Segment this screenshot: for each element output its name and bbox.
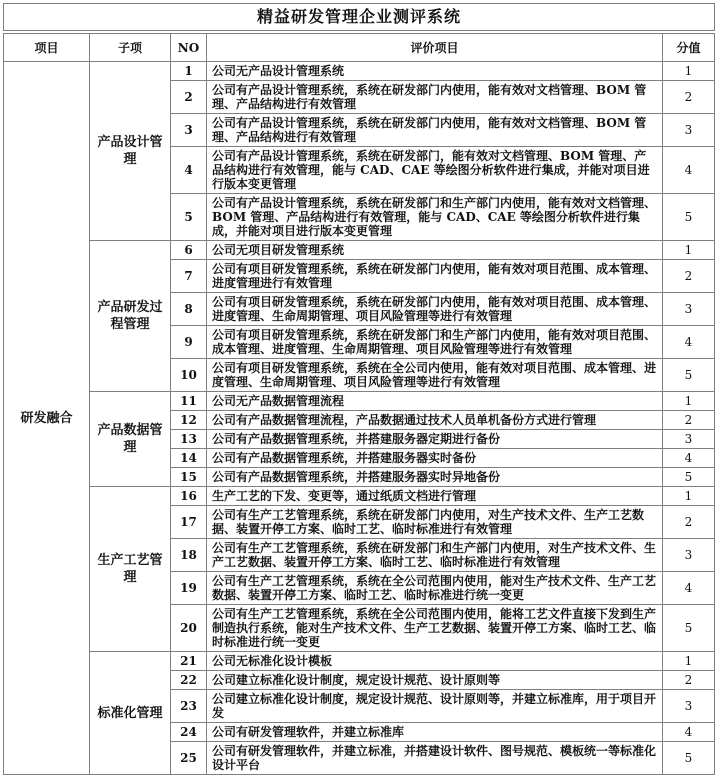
eval-item-cell: 公司有产品设计管理系统，系统在研发部门内使用，能有效对文档管理、BOM 管理、产品结构进行有效管理 bbox=[207, 81, 663, 114]
score-cell: 3 bbox=[663, 690, 715, 723]
project-cell: 研发融合 bbox=[4, 62, 90, 775]
no-cell: 14 bbox=[171, 449, 207, 468]
eval-item-cell: 公司有产品设计管理系统，系统在研发部门内使用，能有效对文档管理、BOM 管理、产品结构进行有效管理 bbox=[207, 114, 663, 147]
no-cell: 5 bbox=[171, 194, 207, 241]
eval-item-cell: 公司有生产工艺管理系统，系统在研发部门和生产部门内使用，对生产技术文件、生产工艺数据、装置开停工方案、临时工艺、临时标准进行有效管理 bbox=[207, 539, 663, 572]
subitem-cell: 产品数据管理 bbox=[90, 392, 171, 487]
score-cell: 5 bbox=[663, 194, 715, 241]
score-cell: 5 bbox=[663, 359, 715, 392]
score-cell: 1 bbox=[663, 241, 715, 260]
eval-item-cell: 公司有产品设计管理系统，系统在研发部门，能有效对文档管理、BOM 管理、产品结构进行有效管理，能与 CAD、CAE 等绘图分析软件进行集成，并能对项目进行版本变更管理 bbox=[207, 147, 663, 194]
score-cell: 2 bbox=[663, 411, 715, 430]
eval-item-cell: 公司无产品设计管理系统 bbox=[207, 62, 663, 81]
header-row bbox=[4, 34, 715, 62]
no-cell: 10 bbox=[171, 359, 207, 392]
column-header-no: NO bbox=[171, 34, 207, 62]
score-cell: 1 bbox=[663, 392, 715, 411]
subitem-cell: 产品设计管理 bbox=[90, 62, 171, 241]
score-cell: 5 bbox=[663, 605, 715, 652]
no-cell: 21 bbox=[171, 652, 207, 671]
no-cell: 23 bbox=[171, 690, 207, 723]
score-cell: 1 bbox=[663, 62, 715, 81]
no-cell: 19 bbox=[171, 572, 207, 605]
eval-table-body bbox=[4, 62, 715, 775]
eval-item-cell: 公司有产品数据管理流程，产品数据通过技术人员单机备份方式进行管理 bbox=[207, 411, 663, 430]
column-header-project: 项目 bbox=[4, 34, 90, 62]
table-row bbox=[4, 487, 715, 506]
column-header-eval-item: 评价项目 bbox=[207, 34, 663, 62]
no-cell: 15 bbox=[171, 468, 207, 487]
eval-item-cell: 公司有产品数据管理系统，并搭建服务器实时备份 bbox=[207, 449, 663, 468]
eval-item-cell: 公司建立标准化设计制度，规定设计规范、设计原则等 bbox=[207, 671, 663, 690]
score-cell: 3 bbox=[663, 293, 715, 326]
no-cell: 3 bbox=[171, 114, 207, 147]
score-cell: 4 bbox=[663, 147, 715, 194]
score-cell: 4 bbox=[663, 449, 715, 468]
eval-item-cell: 公司有研发管理软件，并建立标准，并搭建设计软件、图号规范、模板统一等标准化设计平台 bbox=[207, 742, 663, 775]
subitem-cell: 生产工艺管理 bbox=[90, 487, 171, 652]
eval-item-cell: 公司有项目研发管理系统，系统在研发部门内使用，能有效对项目范围、成本管理、进度管理、生命周期管理、项目风险管理等进行有效管理 bbox=[207, 293, 663, 326]
score-cell: 4 bbox=[663, 326, 715, 359]
no-cell: 20 bbox=[171, 605, 207, 652]
eval-item-cell: 生产工艺的下发、变更等，通过纸质文档进行管理 bbox=[207, 487, 663, 506]
eval-item-cell: 公司有生产工艺管理系统，系统在全公司范围内使用，能将工艺文件直接下发到生产制造执行系统，能对生产技术文件、生产工艺数据、装置开停工方案、临时工艺、临时标准进行统一变更 bbox=[207, 605, 663, 652]
eval-item-cell: 公司建立标准化设计制度，规定设计规范、设计原则等，并建立标准库，用于项目开发 bbox=[207, 690, 663, 723]
subitem-cell: 标准化管理 bbox=[90, 652, 171, 775]
no-cell: 7 bbox=[171, 260, 207, 293]
no-cell: 6 bbox=[171, 241, 207, 260]
eval-item-cell: 公司无项目研发管理系统 bbox=[207, 241, 663, 260]
no-cell: 13 bbox=[171, 430, 207, 449]
eval-item-cell: 公司有项目研发管理系统，系统在全公司内使用，能有效对项目范围、成本管理、进度管理、生命周期管理、项目风险管理等进行有效管理 bbox=[207, 359, 663, 392]
no-cell: 9 bbox=[171, 326, 207, 359]
score-cell: 3 bbox=[663, 114, 715, 147]
eval-item-cell: 公司有项目研发管理系统，系统在研发部门和生产部门内使用，能有效对项目范围、成本管理、进度管理、生命周期管理、项目风险管理等进行有效管理 bbox=[207, 326, 663, 359]
score-cell: 5 bbox=[663, 468, 715, 487]
no-cell: 1 bbox=[171, 62, 207, 81]
document-page bbox=[3, 3, 715, 775]
column-header-score: 分值 bbox=[663, 34, 715, 62]
score-cell: 2 bbox=[663, 506, 715, 539]
no-cell: 12 bbox=[171, 411, 207, 430]
eval-item-cell: 公司有生产工艺管理系统，系统在研发部门内使用，对生产技术文件、生产工艺数据、装置开停工方案、临时工艺、临时标准进行有效管理 bbox=[207, 506, 663, 539]
subitem-cell: 产品研发过程管理 bbox=[90, 241, 171, 392]
eval-item-cell: 公司无产品数据管理流程 bbox=[207, 392, 663, 411]
score-cell: 2 bbox=[663, 671, 715, 690]
score-cell: 1 bbox=[663, 487, 715, 506]
score-cell: 3 bbox=[663, 430, 715, 449]
score-cell: 4 bbox=[663, 723, 715, 742]
score-cell: 3 bbox=[663, 539, 715, 572]
column-header-subitem: 子项 bbox=[90, 34, 171, 62]
no-cell: 25 bbox=[171, 742, 207, 775]
table-row bbox=[4, 62, 715, 81]
score-cell: 2 bbox=[663, 260, 715, 293]
evaluation-table bbox=[3, 33, 715, 775]
no-cell: 8 bbox=[171, 293, 207, 326]
table-row bbox=[4, 652, 715, 671]
eval-item-cell: 公司有产品数据管理系统，并搭建服务器实时异地备份 bbox=[207, 468, 663, 487]
table-row bbox=[4, 241, 715, 260]
eval-item-cell: 公司有项目研发管理系统，系统在研发部门内使用，能有效对项目范围、成本管理、进度管理进行有效管理 bbox=[207, 260, 663, 293]
no-cell: 24 bbox=[171, 723, 207, 742]
eval-item-cell: 公司有产品设计管理系统，系统在研发部门和生产部门内使用，能有效对文档管理、BOM 管理、产品结构进行有效管理，能与 CAD、CAE 等绘图分析软件进行集成，并能对项目进行版本变更管理 bbox=[207, 194, 663, 241]
score-cell: 2 bbox=[663, 81, 715, 114]
no-cell: 2 bbox=[171, 81, 207, 114]
score-cell: 5 bbox=[663, 742, 715, 775]
score-cell: 1 bbox=[663, 652, 715, 671]
eval-item-cell: 公司有生产工艺管理系统，系统在全公司范围内使用，能对生产技术文件、生产工艺数据、装置开停工方案、临时工艺、临时标准进行统一变更 bbox=[207, 572, 663, 605]
eval-item-cell: 公司有产品数据管理系统，并搭建服务器定期进行备份 bbox=[207, 430, 663, 449]
score-cell: 4 bbox=[663, 572, 715, 605]
page-title: 精益研发管理企业测评系统 bbox=[3, 3, 715, 31]
table-row bbox=[4, 392, 715, 411]
eval-item-cell: 公司无标准化设计模板 bbox=[207, 652, 663, 671]
no-cell: 4 bbox=[171, 147, 207, 194]
no-cell: 11 bbox=[171, 392, 207, 411]
no-cell: 22 bbox=[171, 671, 207, 690]
no-cell: 16 bbox=[171, 487, 207, 506]
eval-item-cell: 公司有研发管理软件，并建立标准库 bbox=[207, 723, 663, 742]
no-cell: 17 bbox=[171, 506, 207, 539]
no-cell: 18 bbox=[171, 539, 207, 572]
